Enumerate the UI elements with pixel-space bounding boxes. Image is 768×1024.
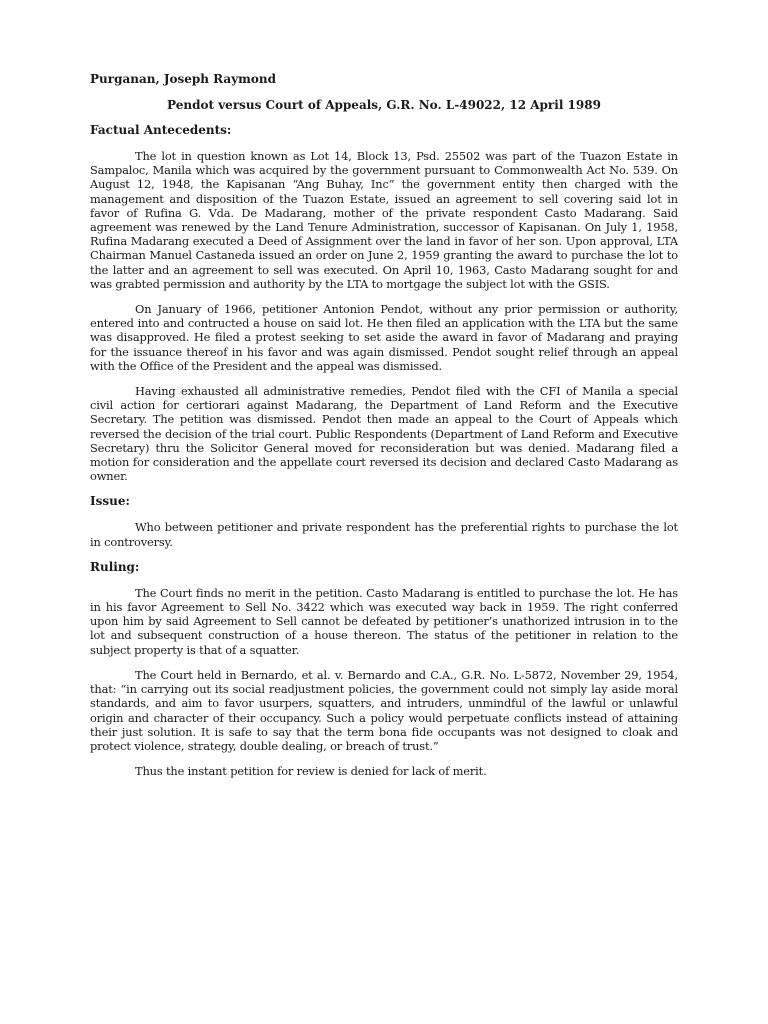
ruling-heading: Ruling: (90, 559, 140, 574)
section-issue (90, 494, 678, 548)
facts-heading: Factual Antecedents: (90, 123, 232, 137)
ruling-paragraph: The Court finds no merit in the petition. Casto Madarang is entitled to purchase the lot. He has in his favor Agreement to Sell No. 3422 which was executed way back in 1959. The right conferred upon him by said Agreement to Sell cannot be defeated by petitioner’s unathorized intrusion in to the lot and subsequent construction of a house thereon. The status of the petitioner in relation to the subject property is that of a squatter. (90, 585, 678, 657)
case-title: Pendot versus Court of Appeals, G.R. No. L-49022, 12 April 1989 (167, 98, 601, 112)
document-body (90, 72, 678, 789)
section-facts (90, 123, 678, 483)
ruling-paragraph: The Court held in Bernardo, et al. v. Bernardo and C.A., G.R. No. L-5872, November 29, 1954, that: “in carrying out its social readjustment policies, the government could not simply lay aside moral standards, and aim to favor usurpers, squatters, and intruders, unmindful of the lawful or unlawful origin and character of their occupancy. Such a policy would perpetuate conflicts instead of attaining their just solution. It is safe to say that the term bona fide occupants was not designed to cloak and protect violence, strategy, double dealing, or breach of trust.” (90, 667, 678, 753)
ruling-paragraph: Thus the instant petition for review is denied for lack of merit. (135, 764, 487, 779)
issue-paragraph: Who between petitioner and private respondent has the preferential rights to purchase the lot in controversy. (90, 520, 678, 549)
author-name: Purganan, Joseph Raymond (90, 72, 276, 86)
section-ruling (90, 560, 678, 778)
facts-paragraph: The lot in question known as Lot 14, Block 13, Psd. 25502 was part of the Tuazon Estate in Sampaloc, Manila which was acquired by the government pursuant to Commonwealth Act No. 539. On August 12, 1948, the Kapisanan “Ang Buhay, Inc” the government entity then charged with the management and disposition of the Tuazon Estate, issued an agreement to sell covering said lot in favor of Rufina G. Vda. De Madarang, mother of the private respondent Casto Madarang. Said agreement was renewed by the Land Tenure Administration, successor of Kapisanan. On July 1, 1958, Rufina Madarang executed a Deed of Assignment over the land in favor of her son. Upon approval, LTA Chairman Manuel Castaneda issued an order on June 2, 1959 granting the award to purchase the lot to the latter and an agreement to sell was executed. On April 10, 1963, Casto Madarang sought for and was grabted permission and authority by the LTA to mortgage the subject lot with the GSIS. (90, 149, 678, 291)
issue-heading: Issue: (90, 494, 130, 509)
facts-paragraph: Having exhausted all administrative remedies, Pendot filed with the CFI of Manila a special civil action for certiorari against Madarang, the Department of Land Reform and the Executive Secretary. The petition was dismissed. Pendot then made an appeal to the Court of Appeals which reversed the decision of the trial court. Public Respondents (Department of Land Reform and Executive Secretary) thru the Solicitor General moved for reconsideration but was denied. Madarang filed a motion for consideration and the appellate court reversed its decision and declared Casto Madarang as owner. (90, 384, 678, 484)
facts-paragraph: On January of 1966, petitioner Antonion Pendot, without any prior permission or authority, entered into and contructed a house on said lot. He then filed an application with the LTA but the same was disapproved. He filed a protest seeking to set aside the award in favor of Madarang and praying for the issuance thereof in his favor and was again dismissed. Pendot sought relief through an appeal with the Office of the President and the appeal was dismissed. (90, 302, 678, 373)
